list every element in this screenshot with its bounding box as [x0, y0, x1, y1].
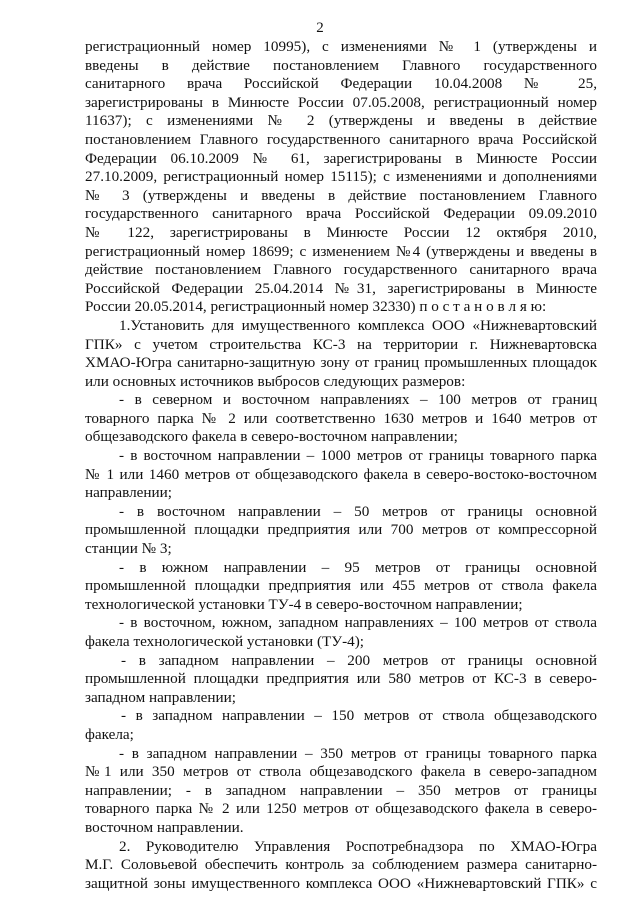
page-number: 2 [316, 20, 324, 36]
text-line: зарегистрированы в Минюсте России 07.05.2008, регистрационный номер [85, 93, 597, 111]
text-line: регистрационный номер 10995), с изменениями № 1 (утверждены и [85, 38, 597, 55]
paragraph [85, 707, 597, 744]
text-line: санитарного врача Российской Федерации 10.04.2008 № 25, [85, 75, 597, 93]
text-line: 27.10.2009, регистрационный номер 15115); с изменениями и дополнениями [85, 168, 597, 186]
text-line: направлении; [85, 484, 173, 502]
text-line: № 122, зарегистрированы в Минюсте России 12 октября 2010, [85, 223, 597, 241]
text-line: - в южном направлении – 95 метров от границы основной [119, 558, 597, 576]
text-line: 1.Установить для имущественного комплекса ООО «Нижневартовский [119, 316, 597, 334]
text-line: М.Г. Соловьевой обеспечить контроль за соблюдением размера санитарно- [85, 856, 597, 874]
paragraph [85, 447, 597, 503]
text-line: №1 или 350 метров от ствола общезаводского факела в северо-западном [85, 763, 597, 781]
paragraph [85, 559, 597, 615]
paragraph [85, 317, 597, 391]
text-line: товарного парка № 2 или соответственно 1630 метров и 1640 метров от [85, 409, 597, 427]
text-line: № 1 или 1460 метров от общезаводского факела в северо-востоко-восточном [85, 465, 597, 483]
paragraph [85, 38, 597, 317]
text-line: общезаводского факела в северо-восточном направлении; [85, 428, 458, 446]
text-line: промышленной площадки предприятия или 700 метров от компрессорной [85, 521, 597, 539]
text-line: восточном направлении. [85, 818, 244, 836]
text-line: государственного санитарного врача Российской Федерации 09.09.2010 [85, 205, 597, 223]
text-line: ХМАО-Югра санитарно-защитную зону от границ промышленных площадок [85, 354, 597, 372]
text-line: ГПК» с учетом строительства КС-3 на территории г. Нижневартовска [85, 335, 597, 353]
text-line: Российской Федерации 25.04.2014 №31, зарегистрированы в Минюсте [85, 279, 597, 297]
paragraph [85, 614, 597, 651]
paragraph [85, 745, 597, 838]
document-body [85, 38, 597, 893]
text-line: - в западном направлении – 200 метров от границы основной [121, 651, 597, 669]
text-line: факела; [85, 725, 134, 743]
text-line: регистрационный номер 18699; с изменением №4 (утверждены и введены в [85, 242, 597, 260]
text-line: промышленной площадки предприятия или 455 метров от ствола факела [85, 577, 597, 595]
text-line: - в северном и восточном направлениях – 100 метров от границ [119, 391, 597, 409]
text-line: № 3 (утверждены и введены в действие постановлением Главного [85, 186, 597, 204]
text-line: - в западном направлении – 350 метров от границы товарного парка [119, 744, 597, 762]
text-line: введены в действие постановлением Главного государственного [85, 56, 597, 74]
text-line: России 20.05.2014, регистрационный номер 32330) п о с т а н о в л я ю: [85, 298, 547, 316]
text-line: Федерации 06.10.2009 № 61, зарегистрированы в Минюсте России [85, 149, 597, 167]
text-line: действие постановлением Главного государственного санитарного врача [85, 261, 597, 279]
text-line: 11637); с изменениями № 2 (утверждены и введены в действие [85, 112, 597, 130]
text-line: - в восточном, южном, западном направлениях – 100 метров от ствола [119, 614, 597, 632]
text-line: товарного парка № 2 или 1250 метров от общезаводского факела в северо- [85, 800, 597, 818]
paragraph [85, 391, 597, 447]
text-line: технологической установки ТУ-4 в северо-восточном направлении; [85, 595, 523, 613]
text-line: - в восточном направлении – 1000 метров от границы товарного парка [119, 447, 597, 465]
text-line: или основных источников выбросов следующих размеров: [85, 372, 466, 390]
text-line: - в западном направлении – 150 метров от ствола общезаводского [121, 707, 597, 725]
paragraph [85, 838, 597, 894]
text-line: факела технологической установки (ТУ-4); [85, 633, 364, 650]
text-line: станции № 3; [85, 540, 172, 558]
text-line: - в восточном направлении – 50 метров от границы основной [119, 502, 597, 520]
paragraph [85, 652, 597, 708]
text-line: направлении; - в западном направлении – 350 метров от границы [85, 781, 597, 799]
text-line: постановлением Главного государственного санитарного врача Российской [85, 130, 597, 148]
text-line: западном направлении; [85, 688, 236, 706]
text-line: промышленной площадки предприятия или 580 метров от КС-3 в северо- [85, 670, 597, 688]
text-line: защитной зоны имущественного комплекса ООО «Нижневартовский ГПК» с [85, 874, 597, 892]
paragraph [85, 503, 597, 559]
text-line: 2. Руководителю Управления Роспотребнадзора по ХМАО-Югра [119, 837, 597, 855]
